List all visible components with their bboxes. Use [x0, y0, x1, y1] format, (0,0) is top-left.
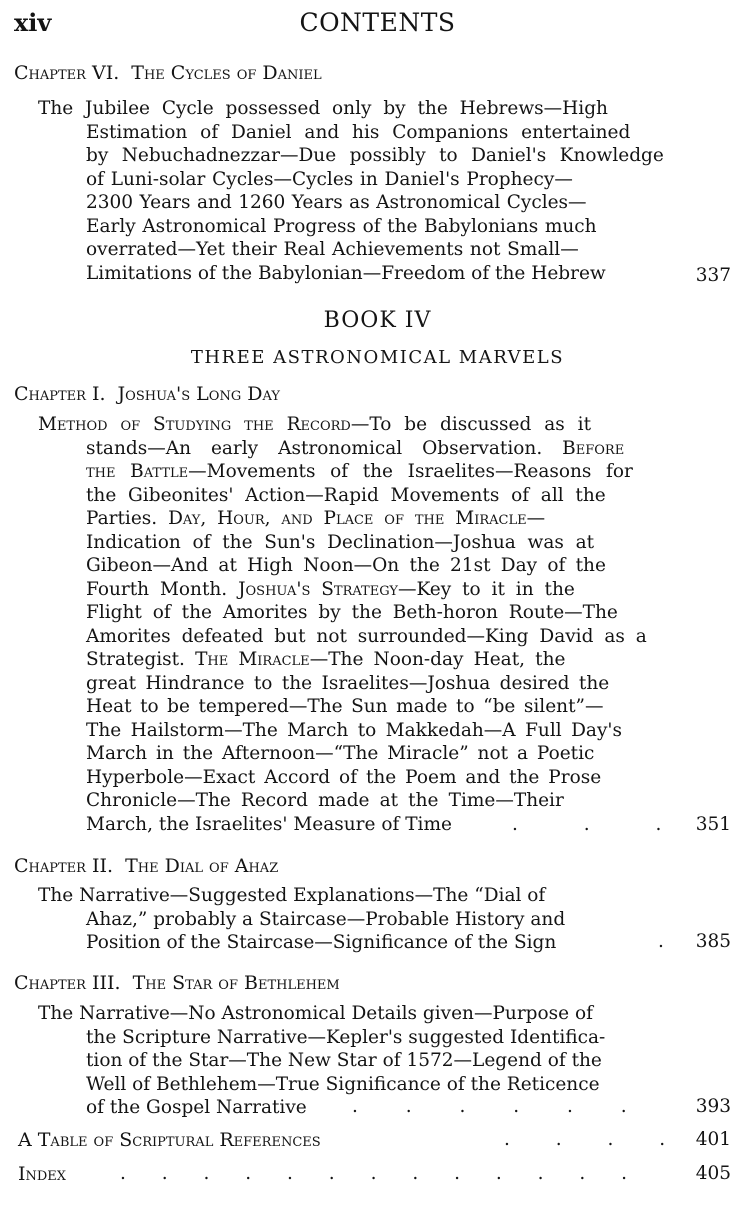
- summary-line: The Jubilee Cycle possessed only by the Hebrews—High: [38, 98, 608, 119]
- summary-line: [38, 413, 647, 437]
- toc-entry-index: Index: [18, 1163, 67, 1185]
- summary-line: of the Gospel Narrative: [86, 1097, 307, 1118]
- chapter-heading-2: [14, 855, 278, 877]
- chapter-number: Chapter I.: [14, 383, 106, 405]
- summary-line: Flight of the Amorites by the Beth-horon Route—The: [86, 602, 618, 623]
- summary-line: Early Astronomical Progress of the Babylonians much: [86, 215, 597, 237]
- chapter-title: The Cycles of Daniel: [131, 62, 322, 84]
- summary-text: Parties.: [86, 508, 169, 529]
- summary-line: Gibeon—And at High Noon—On the 21st Day of the: [86, 555, 606, 576]
- summary-line: great Hindrance to the Israelites—Joshua desired the: [86, 672, 610, 694]
- summary-line: Chronicle—The Record made at the Time—Their: [86, 790, 564, 811]
- summary-text: —To be discussed as it: [350, 414, 592, 435]
- page-number: 337: [695, 265, 731, 286]
- summary-line: Hyperbole—Exact Accord of the Poem and the Prose: [86, 766, 602, 788]
- section-heading: Day, Hour, and Place of the Miracle: [168, 508, 527, 529]
- summary-line: 2300 Years and 1260 Years as Astronomical Cycles—: [86, 192, 587, 213]
- chapter-number: Chapter II.: [14, 855, 114, 877]
- book-title: BOOK IV: [323, 308, 432, 333]
- summary-line: the Gibeonites' Action—Rapid Movements of all the: [86, 484, 606, 506]
- summary-text: —: [526, 508, 546, 529]
- summary-line: [86, 437, 647, 461]
- dot-leader: . . .: [512, 814, 662, 835]
- section-heading: The Miracle: [195, 649, 310, 670]
- dot-leader: . . . . . .: [352, 1096, 627, 1117]
- chapter-title: The Star of Bethlehem: [132, 972, 340, 994]
- book-subtitle: THREE ASTRONOMICAL MARVELS: [190, 347, 565, 368]
- dot-leader: . . . . . . . . . . . . .: [120, 1163, 628, 1184]
- section-heading: Method of Studying the Record: [38, 414, 351, 435]
- chapter-title: Joshua's Long Day: [117, 383, 280, 405]
- summary-line: Indication of the Sun's Declination—Joshua was at: [86, 531, 595, 553]
- summary-line: of Luni-solar Cycles—Cycles in Daniel's Prophecy—: [86, 168, 573, 190]
- dot-leader: .: [658, 931, 664, 952]
- summary-line: The Hailstorm—The March to Makkedah—A Full Day's: [86, 719, 622, 741]
- summary-line: tion of the Star—The New Star of 1572—Legend of the: [86, 1050, 602, 1071]
- summary-line: overrated—Yet their Real Achievements not Small—: [86, 239, 579, 260]
- section-heading: the Battle: [86, 461, 189, 482]
- summary-line: [86, 507, 647, 531]
- summary-line: Heat to be tempered—The Sun made to “be silent”—: [86, 696, 604, 717]
- summary-text: stands—An early Astronomical Observation.: [86, 437, 563, 459]
- summary-text: —Movements of the Israelites—Reasons for: [188, 461, 633, 482]
- chapter-number: Chapter III.: [14, 972, 121, 994]
- summary-line: The Narrative—No Astronomical Details given—Purpose of: [38, 1003, 593, 1024]
- chapter-heading-6: [14, 62, 322, 84]
- page-number: 401: [695, 1129, 731, 1150]
- summary-text: Fourth Month.: [86, 578, 239, 600]
- summary-line: Amorites defeated but not surrounded—King David as a: [86, 625, 647, 647]
- chapter-summary-1: [38, 413, 647, 836]
- summary-line: March, the Israelites' Measure of Time: [86, 813, 452, 835]
- summary-line: [86, 648, 647, 672]
- chapter-heading-1: [14, 383, 280, 405]
- page-number: 393: [695, 1096, 731, 1117]
- folio: xiv: [14, 8, 52, 37]
- page-number: 351: [695, 814, 731, 835]
- running-head: CONTENTS: [299, 8, 456, 37]
- chapter-summary-2: [38, 884, 566, 955]
- page-number: 405: [695, 1163, 731, 1184]
- summary-line: The Narrative—Suggested Explanations—The “Dial of: [38, 885, 546, 906]
- section-heading: Joshua's Strategy: [238, 578, 398, 600]
- summary-line: Well of Bethlehem—True Significance of the Reticence: [86, 1073, 600, 1095]
- summary-line: [86, 578, 647, 602]
- summary-line: [86, 460, 647, 484]
- section-heading: Before: [562, 437, 625, 459]
- summary-line: Ahaz,” probably a Staircase—Probable History and: [86, 908, 566, 930]
- summary-line: by Nebuchadnezzar—Due possibly to Daniel's Knowledge: [86, 145, 664, 166]
- page-header: [0, 6, 755, 40]
- summary-text: Strategist.: [86, 649, 196, 670]
- summary-line: March in the Afternoon—“The Miracle” not a Poetic: [86, 743, 595, 764]
- summary-text: —Key to it in the: [397, 578, 575, 600]
- chapter-number: Chapter VI.: [14, 62, 120, 84]
- summary-line: the Scripture Narrative—Kepler's suggested Identifica-: [86, 1026, 606, 1048]
- summary-line: Estimation of Daniel and his Companions entertained: [86, 121, 631, 143]
- chapter-heading-3: [14, 972, 340, 994]
- chapter-title: The Dial of Ahaz: [125, 855, 279, 877]
- summary-line: Position of the Staircase—Significance of the Sign: [86, 932, 557, 953]
- toc-entry-table-of-references: A Table of Scriptural References: [18, 1129, 321, 1151]
- summary-line: Limitations of the Babylonian—Freedom of the Hebrew: [86, 262, 606, 284]
- page-number: 385: [695, 931, 731, 952]
- chapter-summary-6: [38, 97, 664, 285]
- summary-text: —The Noon-day Heat, the: [309, 649, 566, 670]
- dot-leader: . . . .: [504, 1129, 666, 1150]
